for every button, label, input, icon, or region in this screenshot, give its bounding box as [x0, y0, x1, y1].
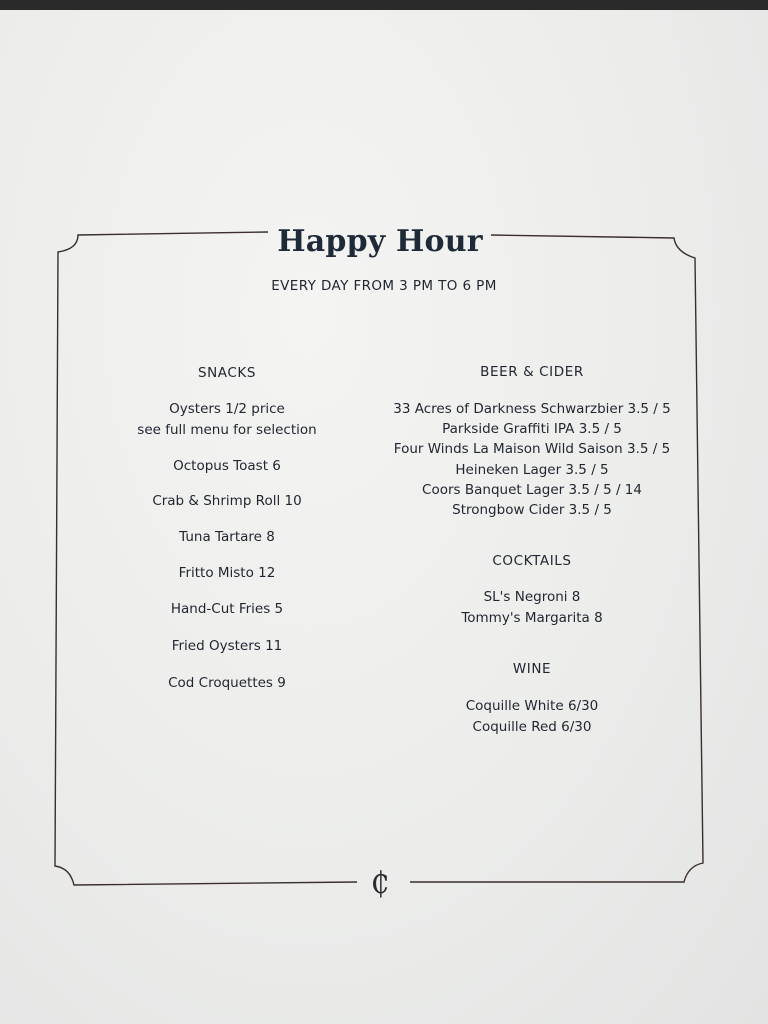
- snack-item: Octopus Toast 6: [173, 458, 281, 474]
- snacks-heading: SNACKS: [197, 365, 257, 381]
- snack-item: Oysters 1/2 price: [169, 401, 285, 417]
- beer-item: Heineken Lager 3.5 / 5: [455, 462, 609, 478]
- beer-item: Parkside Graffiti IPA 3.5 / 5: [442, 421, 622, 437]
- snack-item-note: see full menu for selection: [137, 422, 317, 438]
- beer-cider-heading: BEER & CIDER: [480, 364, 584, 380]
- beer-item: Coors Banquet Lager 3.5 / 5 / 14: [422, 482, 642, 498]
- snack-item: Cod Croquettes 9: [168, 675, 286, 691]
- wine-item: Coquille White 6/30: [465, 698, 599, 714]
- menu-title: Happy Hour: [277, 224, 483, 259]
- beer-item: 33 Acres of Darkness Schwarzbier 3.5 / 5: [393, 401, 671, 417]
- cocktail-item: SL's Negroni 8: [483, 589, 581, 605]
- snack-item: Tuna Tartare 8: [179, 529, 275, 545]
- brand-logo: ₵: [370, 866, 390, 901]
- snack-item: Hand-Cut Fries 5: [170, 601, 284, 617]
- wine-heading: WINE: [512, 661, 552, 677]
- snack-item: Fried Oysters 11: [171, 638, 283, 654]
- cocktails-heading: COCKTAILS: [492, 553, 572, 569]
- wine-item: Coquille Red 6/30: [472, 719, 592, 735]
- beer-item: Strongbow Cider 3.5 / 5: [452, 502, 612, 518]
- menu-page: [0, 10, 768, 1024]
- menu-subtitle: EVERY DAY FROM 3 PM TO 6 PM: [271, 278, 497, 294]
- beer-item: Four Winds La Maison Wild Saison 3.5 / 5: [393, 441, 671, 457]
- snack-item: Crab & Shrimp Roll 10: [152, 493, 302, 509]
- snack-item: Fritto Misto 12: [178, 565, 276, 581]
- cocktail-item: Tommy's Margarita 8: [461, 610, 603, 626]
